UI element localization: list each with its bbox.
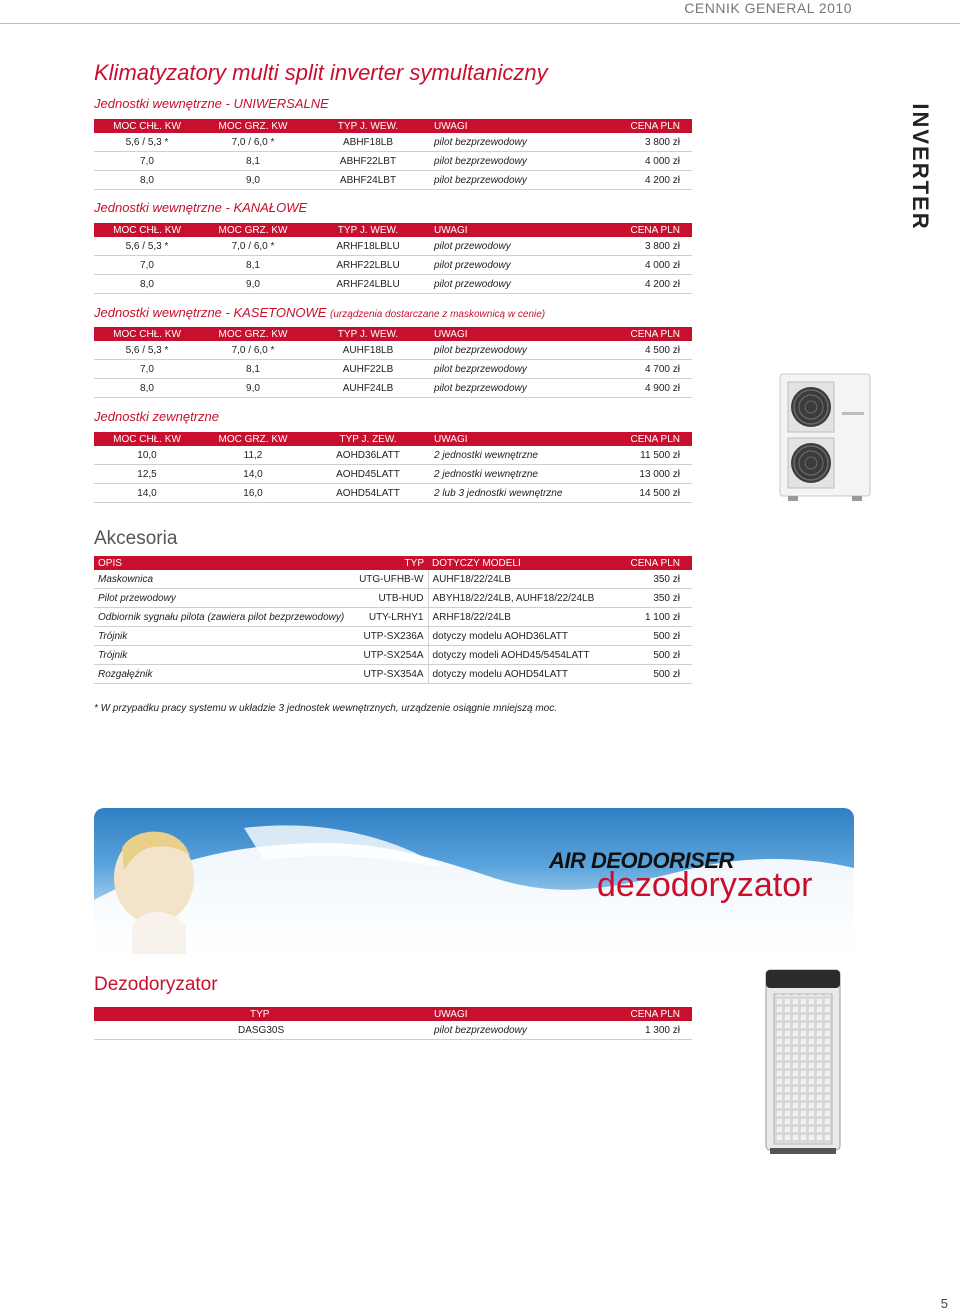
section-title-kasetonowe: Jednostki wewnętrzne - KASETONOWE (urządzenia dostarczane z maskownicą w cenie) — [94, 305, 546, 320]
banner-subtitle: dezodoryzator — [597, 866, 813, 904]
table-row: Maskownica UTG-UFHB-W AUHF18/22/24LB 350 zł — [94, 570, 692, 589]
table-dezodoryzator — [94, 1007, 692, 1040]
table-row: 8,0 9,0 ABHF24LBT pilot bezprzewodowy 4 200 zł — [94, 171, 692, 190]
table-zewnetrzne — [94, 432, 692, 503]
air-deodoriser-logo: AIR DEODORISER — [549, 848, 734, 873]
table-row: 12,5 14,0 AOHD45LATT 2 jednostki wewnętrzne 13 000 zł — [94, 465, 692, 484]
table-header-row: MOC CHŁ. KW MOC GRZ. KW TYP J. WEW. UWAGI CENA PLN — [94, 327, 692, 341]
table-row: 8,0 9,0 AUHF24LB pilot bezprzewodowy 4 900 zł — [94, 379, 692, 398]
table-row: 5,6 / 5,3 * 7,0 / 6,0 * AUHF18LB pilot bezprzewodowy 4 500 zł — [94, 341, 692, 360]
footnote: * W przypadku pracy systemu w układzie 3 jednostek wewnętrznych, urządzenie osiągnie mniejszą moc. — [94, 703, 557, 714]
table-akcesoria — [94, 556, 692, 684]
table-row: 5,6 / 5,3 * 7,0 / 6,0 * ABHF18LB pilot bezprzewodowy 3 800 zł — [94, 133, 692, 152]
table-row: Trójnik UTP-SX254A dotyczy modeli AOHD45/5454LATT 500 zł — [94, 646, 692, 665]
table-row: 7,0 8,1 ABHF22LBT pilot bezprzewodowy 4 000 zł — [94, 152, 692, 171]
table-kanalowe — [94, 223, 692, 294]
inverter-side-label: INVERTER — [908, 103, 933, 231]
table-kasetonowe — [94, 327, 692, 398]
section-note: (urządzenia dostarczane z maskownicą w cenie) — [330, 309, 546, 320]
deodorizer-device-image — [760, 966, 846, 1156]
table-header-row: MOC CHŁ. KW MOC GRZ. KW TYP J. ZEW. UWAGI CENA PLN — [94, 432, 692, 446]
table-row: 10,0 11,2 AOHD36LATT 2 jednostki wewnętrzne 11 500 zł — [94, 446, 692, 465]
section-title-kanalowe: Jednostki wewnętrzne - KANAŁOWE — [94, 200, 308, 215]
table-header-row: MOC CHŁ. KW MOC GRZ. KW TYP J. WEW. UWAGI CENA PLN — [94, 223, 692, 237]
table-header-row: TYP UWAGI CENA PLN — [94, 1007, 692, 1021]
table-row: 14,0 16,0 AOHD54LATT 2 lub 3 jednostki wewnętrzne 14 500 zł — [94, 484, 692, 503]
table-row: Odbiornik sygnału pilota (zawiera pilot bezprzewodowy) UTY-LRHY1 ARHF18/22/24LB 1 100 zł — [94, 608, 692, 627]
section-title-akcesoria: Akcesoria — [94, 528, 178, 549]
table-row: Pilot przewodowy UTB-HUD ABYH18/22/24LB, AUHF18/22/24LB 350 zł — [94, 589, 692, 608]
outdoor-unit-image — [778, 372, 872, 502]
table-header-row: OPIS TYP DOTYCZY MODELI CENA PLN — [94, 556, 692, 570]
page-number: 5 — [940, 1296, 948, 1311]
table-row: 7,0 8,1 ARHF22LBLU pilot przewodowy 4 000 zł — [94, 256, 692, 275]
page-title: Klimatyzatory multi split inverter symultaniczny — [94, 60, 548, 85]
table-row: 5,6 / 5,3 * 7,0 / 6,0 * ARHF18LBLU pilot przewodowy 3 800 zł — [94, 237, 692, 256]
section-title-dezodoryzator: Dezodoryzator — [94, 974, 218, 995]
table-row: DASG30S pilot bezprzewodowy 1 300 zł — [94, 1021, 692, 1040]
deodoriser-banner — [94, 808, 854, 954]
section-title-uniwersalne: Jednostki wewnętrzne - UNIWERSALNE — [94, 96, 329, 111]
table-header-row: MOC CHŁ. KW MOC GRZ. KW TYP J. WEW. UWAGI CENA PLN — [94, 119, 692, 133]
table-uniwersalne — [94, 119, 692, 190]
section-title-zewnetrzne: Jednostki zewnętrzne — [94, 409, 220, 424]
table-row: Rozgałężnik UTP-SX354A dotyczy modelu AOHD54LATT 500 zł — [94, 665, 692, 684]
header-rule — [0, 23, 960, 24]
table-row: 8,0 9,0 ARHF24LBLU pilot przewodowy 4 200 zł — [94, 275, 692, 294]
table-row: Trójnik UTP-SX236A dotyczy modelu AOHD36LATT 500 zł — [94, 627, 692, 646]
document-header-title: CENNIK GENERAL 2010 — [684, 0, 852, 16]
table-row: 7,0 8,1 AUHF22LB pilot bezprzewodowy 4 700 zł — [94, 360, 692, 379]
